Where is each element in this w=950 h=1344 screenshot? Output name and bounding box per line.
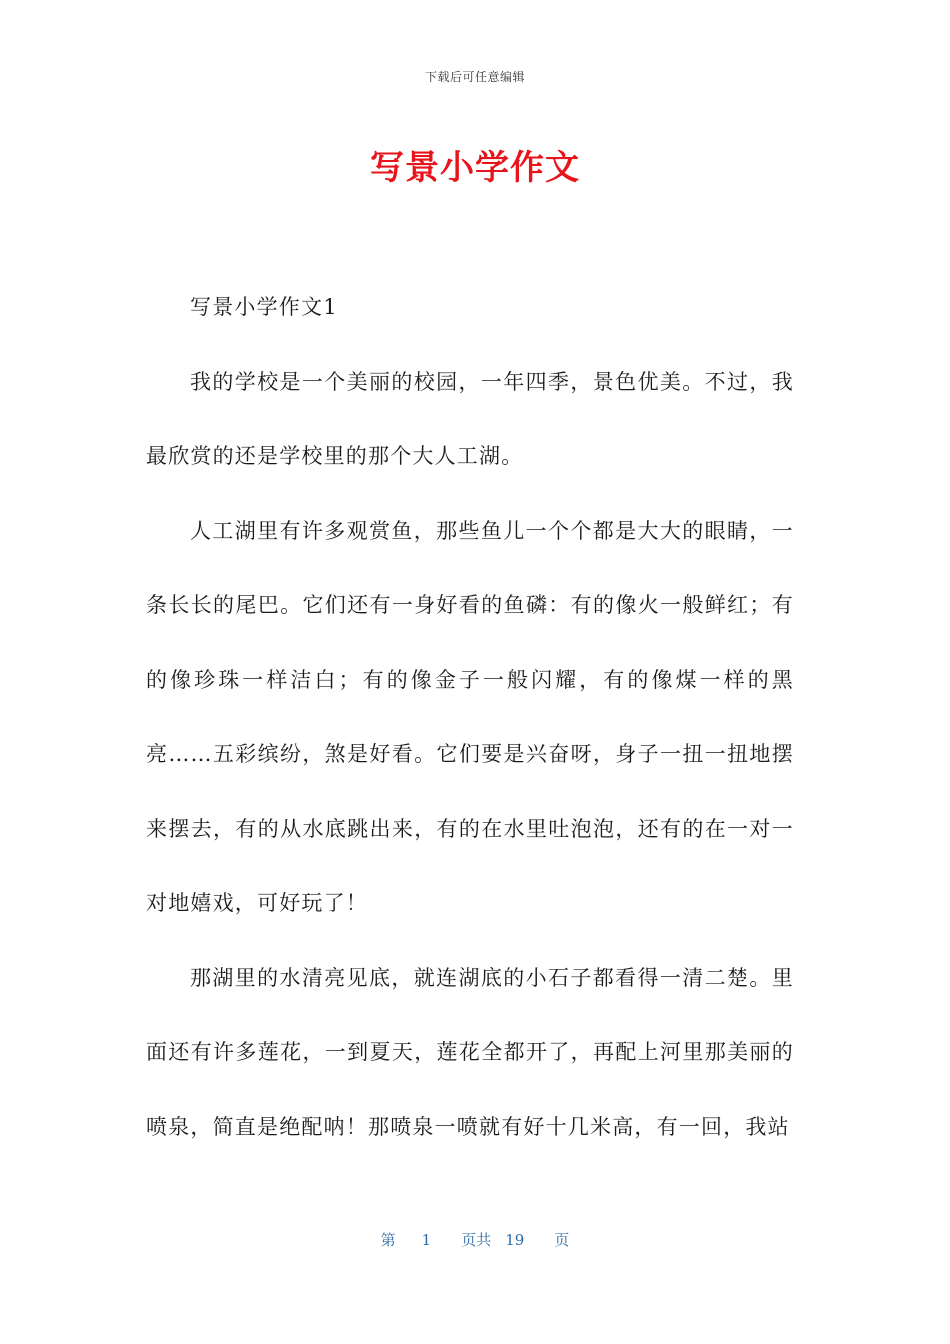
total-pages: 19	[505, 1231, 525, 1249]
page-suffix: 页	[554, 1231, 570, 1249]
paragraph: 那湖里的水清亮见底，就连湖底的小石子都看得一清二楚。里面还有许多莲花，一到夏天，莲花全都开了，再配上河里那美丽的喷泉，简直是绝配呐！那喷泉一喷就有好十几米高，有一回，我站	[146, 965, 794, 1139]
document-body	[146, 270, 794, 1164]
page-label: 第	[380, 1231, 396, 1249]
page-footer	[0, 1229, 950, 1250]
document-title: 写景小学作文	[370, 148, 580, 188]
paragraph: 我的学校是一个美丽的校园，一年四季，景色优美。不过，我最欣赏的还是学校里的那个大人工湖。	[146, 369, 794, 468]
header-note: 下载后可任意编辑	[424, 70, 525, 84]
paragraph: 人工湖里有许多观赏鱼，那些鱼儿一个个都是大大的眼睛，一条长长的尾巴。它们还有一身好看的鱼磷：有的像火一般鲜红；有的像珍珠一样洁白；有的像金子一般闪耀，有的像煤一样的黑亮……五彩缤纷，煞是好看。它们要是兴奋呀，身子一扭一扭地摆来摆去，有的从水底跳出来，有的在水里吐泡泡，还有的在一对一对地嬉戏，可好玩了！	[146, 518, 794, 915]
page-number: 1	[421, 1231, 432, 1249]
page-separator: 页共	[461, 1231, 492, 1249]
section-heading: 写景小学作文1	[190, 295, 338, 319]
